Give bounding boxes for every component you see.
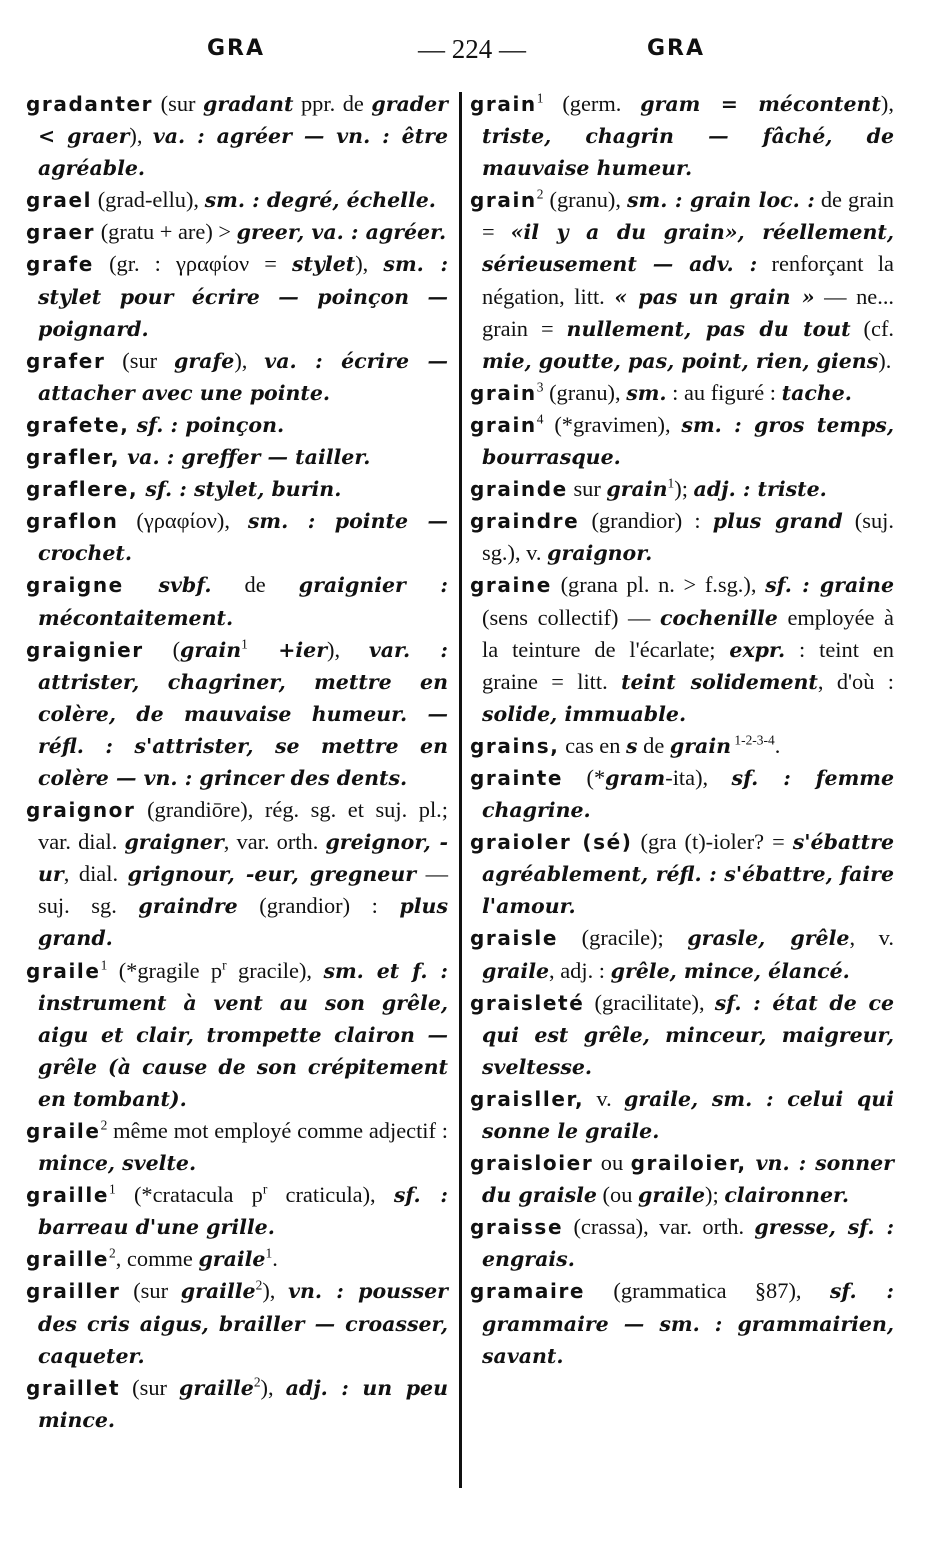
definition-italic: sf. : graine	[765, 573, 894, 598]
homonym-number: 1	[100, 957, 108, 973]
definition-text: (cf.	[850, 315, 895, 341]
dictionary-entry	[470, 1083, 894, 1147]
headword: graigne	[26, 573, 124, 598]
dictionary-entry	[470, 1147, 894, 1211]
dictionary-entry	[26, 345, 448, 409]
definition-text: (germ.	[543, 91, 641, 116]
definition-italic: graille	[180, 1279, 256, 1304]
dictionary-entry	[470, 377, 894, 409]
definition-text: .	[272, 1246, 278, 1272]
definition-italic: vn. : sonner du graisle	[482, 1151, 894, 1208]
definition-italic: vn. : pousser des cris aigus, brailler — croasser, caqueter.	[38, 1279, 448, 1368]
dictionary-entry	[26, 1179, 448, 1243]
superscript: 1-2-3-4	[731, 732, 775, 748]
definition-text: (sur	[105, 347, 175, 373]
definition-italic: plus grand.	[38, 894, 449, 951]
definition-text: (	[143, 636, 181, 662]
dictionary-entry	[470, 184, 894, 377]
definition-text: , v.	[849, 925, 894, 951]
definition-text: (γραφίον),	[118, 508, 248, 534]
definition-text: ).	[878, 347, 892, 373]
headword: grael	[26, 188, 93, 213]
dictionary-entry	[470, 987, 894, 1083]
definition-italic: graignor.	[547, 541, 653, 566]
definition-text: (crassa), var. orth.	[563, 1214, 755, 1240]
definition-text: (sur	[120, 1374, 179, 1400]
dictionary-entry	[26, 88, 448, 184]
definition-italic: gram	[605, 765, 666, 790]
definition-italic: mince, svelte.	[38, 1151, 197, 1176]
definition-italic: sf. : poinçon.	[129, 412, 285, 437]
definition-italic: sm.	[626, 380, 667, 405]
dictionary-entry	[470, 409, 894, 473]
running-head	[0, 36, 933, 70]
headword: grainte	[470, 765, 564, 790]
definition-text: — ne... grain =	[482, 283, 895, 341]
dictionary-entry	[470, 1211, 894, 1275]
definition-text: (*cratacula p	[115, 1182, 263, 1208]
definition-text: v.	[584, 1085, 624, 1111]
definition-text: , var. orth.	[223, 829, 326, 855]
definition-text: (sur	[153, 91, 204, 116]
definition-text: , dial.	[63, 861, 128, 887]
superscript: r	[222, 957, 227, 973]
definition-italic: triste, chagrin — fâché, de mauvaise humeur.	[482, 124, 894, 181]
running-head-right: GRA	[647, 36, 706, 61]
definition-italic: graindre	[138, 894, 238, 919]
definition-italic: var. : attrister, chagriner, mettre en colère, de mauvaise humeur. — réfl. : s'attrister, se mettre en colère — vn. : grincer des dents.	[38, 637, 448, 790]
definition-text: (grandior) :	[237, 893, 400, 919]
definition-text: de	[637, 732, 670, 758]
dictionary-entry	[26, 1115, 448, 1179]
dictionary-entry	[26, 216, 448, 248]
definition-italic: «il y a du grain», réellement, sérieusement — adv. :	[482, 220, 894, 277]
headword: graisller,	[470, 1086, 585, 1111]
definition-text: (*gravimen),	[543, 411, 682, 437]
dictionary-entry	[26, 441, 448, 473]
definition-italic: grain	[180, 637, 242, 662]
headword: graisse	[470, 1215, 564, 1240]
headword: grainde	[470, 477, 568, 502]
definition-text: (ou	[596, 1182, 638, 1208]
headword: graine	[470, 573, 552, 598]
definition-italic: +ier	[247, 637, 328, 662]
definition-italic: grain	[606, 477, 668, 502]
headword: graisloier	[470, 1151, 594, 1176]
definition-text: , comme	[115, 1246, 199, 1272]
definition-text: renforçant la négation, litt.	[482, 251, 894, 309]
headword: grafler,	[26, 445, 121, 470]
definition-text: ou	[593, 1150, 631, 1176]
homonym-number: 2	[100, 1117, 108, 1133]
definition-text: -ita),	[665, 764, 732, 790]
definition-italic: va. : agréer — vn. : être agréable.	[38, 124, 448, 181]
definition-text: employée à la teinture de l'écarlate;	[482, 604, 894, 662]
headword: gramaire	[470, 1279, 586, 1304]
definition-italic: adj. : triste.	[693, 477, 827, 502]
dictionary-entry	[26, 409, 448, 441]
definition-italic: grafe	[174, 348, 235, 373]
definition-text: même mot employé comme adjectif :	[107, 1118, 448, 1143]
dictionary-entry	[26, 473, 448, 505]
definition-text: sur	[567, 476, 607, 502]
definition-text: gracile),	[226, 957, 324, 983]
definition-italic: stylet	[291, 252, 356, 277]
headword: graignier	[26, 637, 144, 662]
superscript: 1	[265, 1245, 273, 1261]
definition-italic: grain	[669, 733, 732, 758]
definition-italic: sm. : grain loc. :	[627, 188, 815, 213]
definition-italic: va. : greffer — tailler.	[120, 445, 371, 470]
definition-italic: sf. : stylet, burin.	[138, 477, 342, 502]
definition-italic: sm. : stylet pour écrire — poinçon — poignard.	[38, 252, 449, 341]
definition-text: (grammatica §87),	[585, 1278, 830, 1304]
headword: graisleté	[470, 990, 585, 1015]
headword: graisle	[470, 926, 559, 951]
homonym-number: 1	[536, 90, 544, 106]
definition-text: ),	[129, 123, 153, 149]
definition-italic: graile	[198, 1247, 266, 1272]
headword: graille	[26, 1247, 110, 1272]
superscript: r	[262, 1181, 268, 1197]
definition-italic: gram = mécontent	[640, 92, 881, 116]
headword: grain	[470, 380, 537, 405]
definition-text: ),	[355, 251, 384, 277]
headword: graile	[26, 958, 101, 983]
dictionary-entry	[26, 248, 448, 344]
definition-italic: graigner	[124, 830, 224, 855]
headword: graioler (sé)	[470, 830, 633, 855]
definition-text: cas en	[559, 732, 627, 758]
definition-text: : au figuré :	[666, 379, 782, 405]
headword: graille	[26, 1183, 110, 1208]
dictionary-entry	[26, 569, 448, 633]
definition-italic: s'ébattre agréablement, réfl. : s'ébattre, faire l'amour.	[482, 830, 894, 919]
definition-text: ),	[880, 91, 894, 116]
definition-italic: « pas un grain »	[614, 284, 815, 309]
definition-italic: graile, sm. : celui qui sonne le graile.	[482, 1086, 894, 1143]
definition-text: , d'où :	[817, 668, 894, 694]
right-column	[470, 88, 894, 1372]
definition-italic: mie, goutte, pas, point, rien, giens	[482, 348, 879, 373]
definition-text: (grad-ellu),	[92, 187, 205, 213]
superscript: 2	[255, 1278, 263, 1293]
dictionary-entry	[470, 569, 894, 729]
definition-italic: tache.	[781, 380, 852, 405]
definition-text: );	[705, 1182, 725, 1208]
definition-text: (sens collectif) —	[482, 604, 660, 630]
definition-text: (*gragile p	[107, 957, 223, 983]
definition-italic: va. : écrire — attacher avec une pointe.	[38, 348, 448, 405]
headword: graflon	[26, 509, 119, 534]
dictionary-entry	[470, 730, 894, 762]
definition-italic: expr.	[729, 637, 786, 662]
definition-italic: sm. : gros temps, bourrasque.	[482, 412, 894, 470]
definition-text: ),	[327, 636, 369, 662]
definition-italic: solide, immuable.	[482, 701, 687, 726]
definition-italic: sf. : grammaire — sm. : grammairien, savant.	[482, 1279, 894, 1368]
definition-italic: grasle, grêle	[687, 926, 850, 951]
column-divider	[459, 92, 462, 1488]
definition-text: (gratu + are) >	[95, 219, 237, 245]
dictionary-entry	[470, 922, 894, 986]
definition-text: ppr. de	[293, 91, 372, 116]
definition-italic: sm. : pointe — crochet.	[38, 509, 448, 566]
definition-text: (*	[563, 764, 606, 790]
dictionary-entry	[470, 473, 894, 505]
definition-italic: s	[626, 733, 638, 758]
definition-italic: grader < graer	[38, 92, 448, 149]
definition-italic: gresse, sf. : engrais.	[482, 1215, 895, 1272]
definition-italic: graille	[178, 1375, 254, 1400]
definition-text: (gracile);	[558, 925, 688, 951]
definition-text: de grain =	[482, 187, 894, 245]
definition-text: ),	[234, 347, 265, 373]
definition-text: craticula),	[267, 1182, 394, 1208]
dictionary-entry	[26, 184, 448, 216]
left-column	[26, 88, 448, 1436]
definition-italic: nullement, pas du tout	[566, 316, 851, 341]
definition-text: );	[674, 476, 694, 502]
definition-italic: plus grand	[712, 509, 843, 534]
definition-text: ),	[262, 1278, 289, 1304]
definition-italic: gradant	[203, 92, 294, 116]
headword: graignor	[26, 798, 136, 823]
dictionary-entry	[26, 955, 448, 1115]
definition-text: (granu),	[543, 187, 627, 213]
definition-italic: cochenille	[659, 605, 778, 630]
definition-italic: greer, va. : agréer.	[236, 220, 447, 245]
dictionary-entry	[26, 505, 448, 569]
page-number: — 224 —	[418, 34, 526, 64]
headword: graindre	[470, 509, 580, 534]
homonym-number: 2	[109, 1245, 116, 1261]
headword: grafer	[26, 348, 106, 373]
definition-text: (grandior) :	[579, 508, 713, 534]
running-head-left: GRA	[207, 36, 266, 61]
definition-text: : teint en graine = litt.	[482, 636, 894, 694]
definition-italic: claironner.	[724, 1183, 850, 1208]
dictionary-entry	[470, 826, 894, 922]
headword: grailler	[26, 1279, 121, 1304]
definition-italic: sf. : état de ce qui est grêle, minceur, maigreur, sveltesse.	[482, 990, 894, 1079]
dictionary-entry	[470, 88, 894, 184]
headword: graillet	[26, 1375, 121, 1400]
headword: grain	[470, 412, 537, 437]
homonym-number: 4	[536, 411, 544, 427]
definition-italic: grignour, -eur, gregneur	[127, 862, 417, 887]
definition-text: (gra (t)-ioler? =	[632, 829, 793, 855]
headword: graer	[26, 220, 96, 245]
definition-text: ),	[260, 1374, 286, 1400]
definition-italic: svbf.	[123, 573, 212, 598]
homonym-number: 1	[109, 1181, 116, 1197]
definition-text: (suj. sg.), v.	[482, 508, 894, 566]
definition-text: (gr. : γραφίον =	[93, 251, 292, 277]
definition-italic: graile	[638, 1183, 706, 1208]
definition-italic: sm. : degré, échelle.	[204, 188, 436, 213]
dictionary-entry	[470, 1275, 894, 1371]
dictionary-entry	[26, 1275, 448, 1371]
definition-italic: grêle, mince, élancé.	[610, 958, 850, 983]
superscript: 1	[241, 636, 248, 652]
homonym-number: 3	[536, 379, 544, 395]
superscript: 2	[253, 1374, 261, 1390]
dictionary-entry	[26, 794, 448, 954]
definition-text: de	[211, 572, 299, 598]
dictionary-entry	[470, 762, 894, 826]
definition-text: (grandiōre), rég. sg. et suj. pl.; var. dial.	[38, 797, 448, 855]
headword: gradanter	[26, 92, 154, 116]
headword: graflere,	[26, 477, 139, 502]
headword: grains,	[470, 733, 560, 758]
definition-text: , adj. :	[549, 957, 611, 983]
definition-italic: graignier : mécontaitement.	[38, 573, 448, 630]
superscript: 1	[667, 475, 675, 491]
headword: grafe	[26, 252, 94, 277]
homonym-number: 2	[536, 186, 544, 202]
definition-italic: sf. : barreau d'une grille.	[38, 1183, 448, 1240]
dictionary-entry	[26, 1372, 448, 1436]
definition-italic: adj. : un peu mince.	[38, 1375, 448, 1432]
definition-text: (grana pl. n. > f.sg.),	[551, 572, 766, 598]
headword: grafete,	[26, 412, 130, 437]
definition-italic: graile	[482, 958, 550, 983]
definition-italic: sf. : femme chagrine.	[482, 765, 894, 823]
definition-text: — suj. sg.	[38, 861, 448, 919]
definition-italic: greignor, -ur	[38, 830, 448, 887]
headword: grain	[470, 188, 537, 213]
dictionary-entry	[26, 634, 448, 794]
definition-text: (sur	[120, 1278, 181, 1304]
definition-italic: sm. et f. : instrument à vent au son grêle, aigu et clair, trompette clairon — grêle (à cause de son crépitement en tombant).	[38, 958, 448, 1111]
dictionary-entry	[470, 505, 894, 569]
definition-text: (gracilitate),	[584, 989, 715, 1015]
headword: grain	[470, 92, 537, 116]
definition-text: (granu),	[543, 379, 627, 405]
definition-text: .	[774, 732, 781, 758]
headword: graile	[26, 1119, 101, 1143]
headword-variant: grailoier,	[630, 1151, 747, 1176]
definition-italic: teint solidement	[621, 669, 818, 694]
dictionary-entry	[26, 1243, 448, 1275]
